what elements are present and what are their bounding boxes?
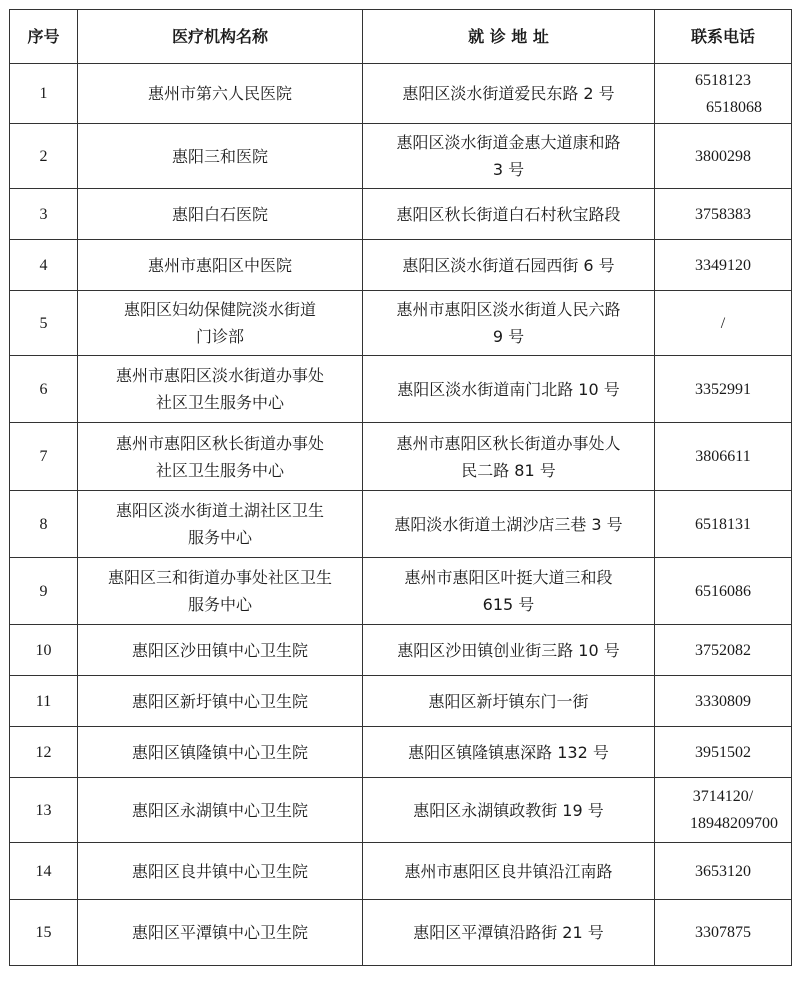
table-row [10, 189, 792, 240]
row-clinic-name [78, 64, 363, 124]
clinic-table [9, 9, 792, 966]
clinic-name-line: 惠州市第六人民医院 [147, 84, 292, 103]
phone-line: 6518131 [695, 515, 751, 533]
row-index: 11 [10, 676, 78, 727]
phone-line: 3307875 [695, 924, 751, 941]
table-row [10, 900, 792, 966]
row-index: 14 [10, 843, 78, 900]
row-address [363, 124, 655, 189]
address-line: 惠州市惠阳区淡水街道人民六路 [396, 300, 621, 319]
clinic-name-line: 惠阳区新圩镇中心卫生院 [131, 691, 308, 711]
address-line: 惠阳区沙田镇创业街三路 10 号 [397, 640, 620, 660]
row-address [363, 423, 655, 491]
clinic-name-line: 服务中心 [187, 595, 252, 614]
clinic-name-line: 惠阳区镇隆镇中心卫生院 [131, 742, 308, 762]
address-line: 惠阳区新圩镇东门一街 [428, 691, 589, 711]
clinic-name-line: 惠州市惠阳区中医院 [147, 255, 292, 275]
row-phone [655, 676, 792, 727]
phone-line: 3758383 [695, 205, 751, 223]
clinic-name-line: 惠阳区妇幼保健院淡水街道 [123, 300, 316, 319]
phone-line: / [720, 314, 726, 332]
row-address [363, 558, 655, 625]
address-line: 惠阳区平潭镇沿路街 21 号 [413, 923, 604, 942]
row-clinic-name [78, 423, 363, 491]
row-address [363, 843, 655, 900]
row-address [363, 64, 655, 124]
row-index: 2 [10, 124, 78, 189]
row-clinic-name [78, 356, 363, 423]
row-phone [655, 291, 792, 356]
header-address: 就 诊 地 址 [363, 10, 655, 64]
row-index: 1 [10, 64, 78, 124]
row-index: 9 [10, 558, 78, 625]
row-clinic-name [78, 727, 363, 778]
address-line: 惠阳区淡水街道石园西街 6 号 [402, 255, 615, 275]
header-row [10, 10, 792, 64]
address-line: 惠阳区淡水街道爱民东路 2 号 [402, 84, 615, 103]
row-address [363, 491, 655, 558]
phone-line: 3330809 [695, 692, 751, 710]
row-address [363, 356, 655, 423]
row-phone [655, 189, 792, 240]
row-phone [655, 240, 792, 291]
address-line: 民二路 81 号 [461, 460, 556, 480]
row-clinic-name [78, 491, 363, 558]
row-address [363, 189, 655, 240]
header-name: 医疗机构名称 [78, 10, 363, 64]
row-index: 10 [10, 625, 78, 676]
clinic-name-line: 惠州市惠阳区淡水街道办事处 [115, 366, 324, 385]
row-address [363, 778, 655, 843]
row-index: 7 [10, 423, 78, 491]
phone-line: 6518123 [695, 71, 751, 89]
phone-line: 6518068 [706, 98, 762, 116]
row-clinic-name [78, 778, 363, 843]
row-phone [655, 558, 792, 625]
address-line: 惠阳区淡水街道金惠大道康和路 [396, 133, 621, 152]
table-row [10, 64, 792, 124]
address-line: 惠阳区永湖镇政教街 19 号 [413, 800, 604, 820]
row-clinic-name [78, 240, 363, 291]
phone-line: 3800298 [695, 147, 751, 165]
clinic-name-line: 惠阳白石医院 [171, 204, 268, 224]
phone-line: 3951502 [695, 743, 751, 761]
table-row [10, 625, 792, 676]
address-line: 惠阳淡水街道土湖沙店三巷 3 号 [394, 514, 623, 534]
clinic-name-line: 惠阳区良井镇中心卫生院 [131, 861, 308, 881]
header-index: 序号 [10, 10, 78, 64]
row-index: 6 [10, 356, 78, 423]
clinic-name-line: 惠阳区淡水街道土湖社区卫生 [115, 501, 324, 520]
row-clinic-name [78, 189, 363, 240]
row-index: 3 [10, 189, 78, 240]
row-address [363, 727, 655, 778]
phone-line: 3352991 [695, 380, 751, 398]
header-phone: 联系电话 [655, 10, 792, 64]
row-clinic-name [78, 625, 363, 676]
table-body [10, 64, 792, 966]
row-phone [655, 625, 792, 676]
clinic-name-line: 社区卫生服务中心 [155, 393, 284, 412]
row-phone [655, 423, 792, 491]
row-address [363, 240, 655, 291]
address-line: 惠州市惠阳区秋长街道办事处人 [396, 433, 621, 453]
row-phone [655, 356, 792, 423]
clinic-name-line: 服务中心 [187, 528, 252, 547]
row-index: 12 [10, 727, 78, 778]
row-address [363, 676, 655, 727]
phone-line: 3349120 [695, 256, 751, 274]
row-index: 4 [10, 240, 78, 291]
address-line: 惠州市惠阳区叶挺大道三和段 [404, 568, 613, 587]
row-phone [655, 900, 792, 966]
table-row [10, 356, 792, 423]
row-index: 15 [10, 900, 78, 966]
address-line: 惠阳区镇隆镇惠深路 132 号 [408, 742, 609, 762]
phone-line: 3653120 [695, 862, 751, 880]
clinic-name-line: 惠阳区三和街道办事处社区卫生 [107, 568, 332, 587]
row-phone [655, 124, 792, 189]
clinic-name-line: 社区卫生服务中心 [155, 460, 284, 480]
table-row [10, 558, 792, 625]
address-line: 惠州市惠阳区良井镇沿江南路 [404, 861, 613, 881]
row-index: 13 [10, 778, 78, 843]
row-phone [655, 727, 792, 778]
table-row [10, 423, 792, 491]
row-clinic-name [78, 291, 363, 356]
clinic-name-line: 门诊部 [195, 327, 244, 346]
clinic-name-line: 惠州市惠阳区秋长街道办事处 [115, 433, 324, 453]
phone-line: 18948209700 [690, 815, 778, 832]
address-line: 惠阳区淡水街道南门北路 10 号 [397, 379, 620, 399]
table-row [10, 727, 792, 778]
row-clinic-name [78, 676, 363, 727]
row-clinic-name [78, 843, 363, 900]
row-index: 8 [10, 491, 78, 558]
row-clinic-name [78, 900, 363, 966]
clinic-name-line: 惠阳区永湖镇中心卫生院 [131, 800, 308, 820]
clinic-name-line: 惠阳区沙田镇中心卫生院 [131, 640, 308, 660]
table-row [10, 124, 792, 189]
address-line: 3 号 [492, 160, 525, 179]
clinic-name-line: 惠阳区平潭镇中心卫生院 [131, 923, 308, 942]
row-address [363, 291, 655, 356]
clinic-name-line: 惠阳三和医院 [171, 146, 268, 166]
phone-line: 3806611 [695, 448, 751, 465]
row-clinic-name [78, 124, 363, 189]
address-line: 9 号 [492, 327, 525, 346]
address-line: 惠阳区秋长街道白石村秋宝路段 [396, 204, 621, 224]
table-row [10, 778, 792, 843]
address-line: 615 号 [482, 595, 535, 614]
row-phone [655, 843, 792, 900]
table-row [10, 491, 792, 558]
row-phone [655, 778, 792, 843]
table-row [10, 676, 792, 727]
phone-line: 6516086 [695, 582, 751, 600]
row-clinic-name [78, 558, 363, 625]
table-row [10, 843, 792, 900]
row-address [363, 625, 655, 676]
phone-line: 3714120/ [692, 788, 754, 805]
phone-line: 3752082 [695, 641, 751, 659]
table-header [10, 10, 792, 64]
table-row [10, 291, 792, 356]
row-index: 5 [10, 291, 78, 356]
row-address [363, 900, 655, 966]
table-row [10, 240, 792, 291]
row-phone [655, 64, 792, 124]
row-phone [655, 491, 792, 558]
